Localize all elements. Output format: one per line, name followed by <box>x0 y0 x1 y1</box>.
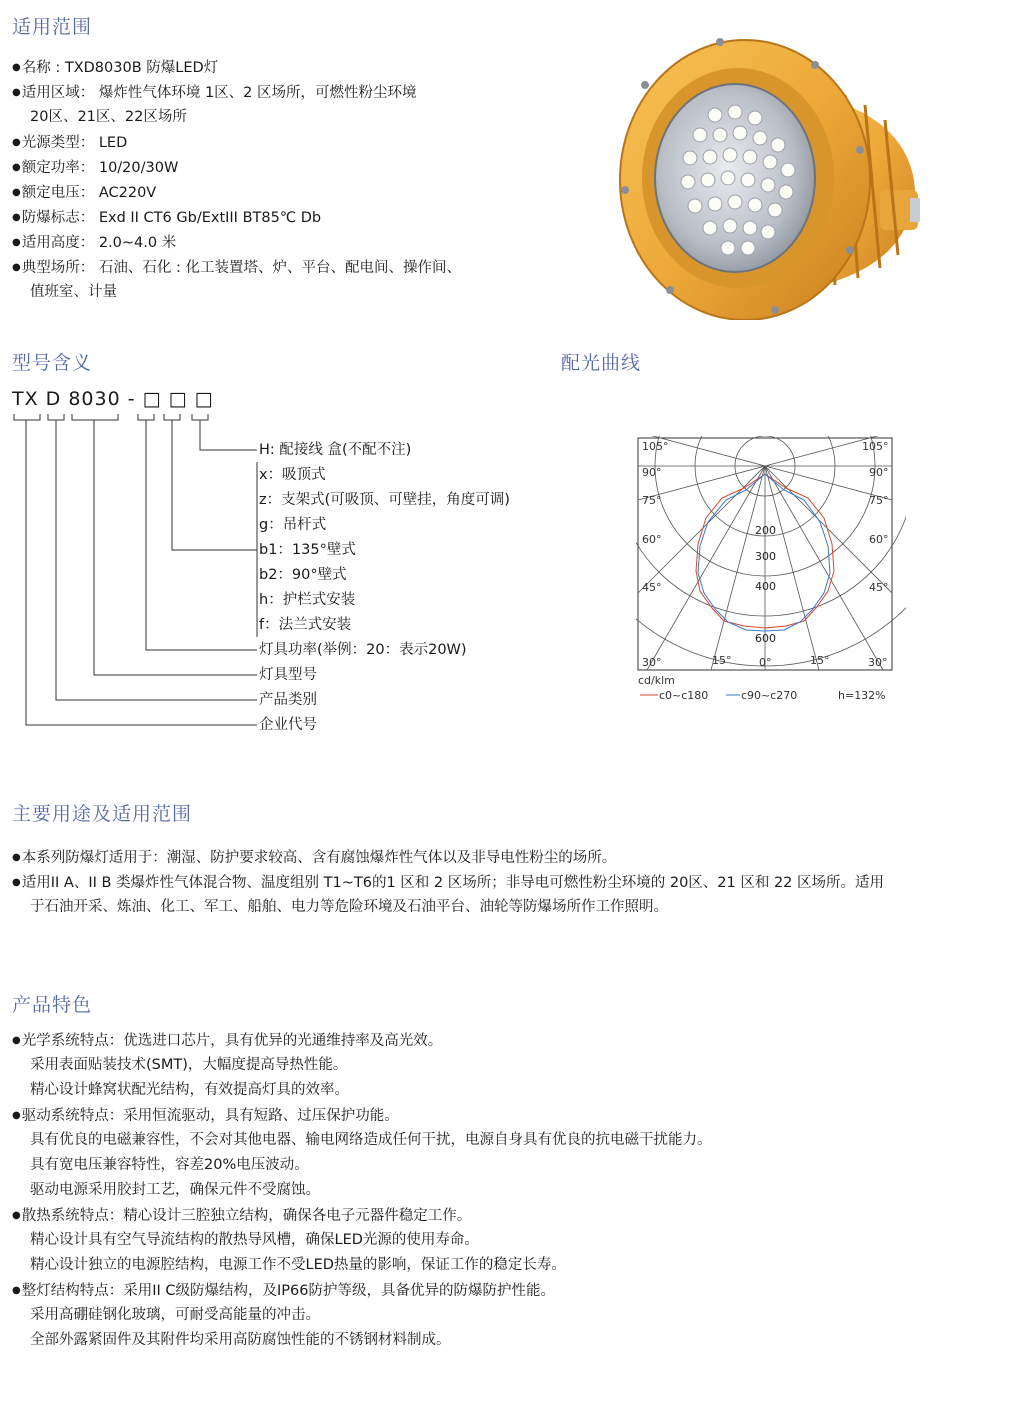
line-text: 灯具型号 <box>259 667 317 683</box>
legend-label-c0-c180: c0~c180 <box>659 689 709 702</box>
line-text: 精心设计具有空气导流结构的散热导风槽，确保LED光源的使用寿命。 <box>30 1232 479 1248</box>
angle-label-bottom-15-right: 15° <box>810 654 830 667</box>
light-curve-heading: 配光曲线 <box>561 352 642 374</box>
legend-label-c90-c270: c90~c270 <box>741 689 798 702</box>
line-text: 适用区域： 爆炸性气体环境 1区、2 区场所，可燃性粉尘环境 <box>21 85 417 101</box>
feature-lines-item <box>12 1328 712 1353</box>
line-text: h：护栏式安装 <box>259 592 356 608</box>
model-legend-item <box>259 463 510 488</box>
angle-label-left-30: 30° <box>642 656 662 669</box>
usage-heading: 主要用途及适用范围 <box>12 803 193 825</box>
radial-value-300: 300 <box>755 550 776 563</box>
feature-lines-item <box>12 1278 712 1303</box>
bullet-icon: ● <box>12 1210 21 1221</box>
connector-category <box>56 420 257 700</box>
line-text: 值班室、计量 <box>30 284 117 300</box>
feature-lines-item <box>12 1053 712 1078</box>
angle-label-right-60: 60° <box>869 533 889 546</box>
feature-lines-item <box>12 1028 712 1053</box>
model-legend-item <box>259 663 510 688</box>
line-text: 20区、21区、22区场所 <box>30 109 187 125</box>
bullet-icon: ● <box>12 87 21 98</box>
connector-company <box>26 420 257 725</box>
bullet-icon: ● <box>12 1285 21 1296</box>
lamp-lens <box>655 84 815 272</box>
model-legend-item <box>259 713 510 738</box>
line-text: 适用高度： 2.0~4.0 米 <box>21 235 177 251</box>
line-text: 驱动系统特点：采用恒流驱动，具有短路、过压保护功能。 <box>21 1108 399 1124</box>
line-text: f：法兰式安装 <box>259 617 352 633</box>
line-text: 全部外露紧固件及其附件均采用高防腐蚀性能的不锈钢材料制成。 <box>30 1332 451 1348</box>
line-text: 产品类别 <box>259 692 317 708</box>
bullet-icon: ● <box>12 1110 21 1121</box>
line-text: 灯具功率(举例：20：表示20W) <box>259 642 467 658</box>
usage-lines-item <box>12 870 884 895</box>
line-text: 适用II A、II B 类爆炸性气体混合物、温度组别 T1~T6的1 区和 2 区场所；非导电可燃性粉尘环境的 20区、21 区和 22 区场所。适用 <box>21 875 885 891</box>
model-legend-item <box>259 688 510 713</box>
feature-lines-item <box>12 1178 712 1203</box>
model-heading: 型号含义 <box>12 352 93 374</box>
line-text: b2：90°壁式 <box>259 567 347 583</box>
feature-lines-item <box>12 1228 712 1253</box>
line-text: 于石油开采、炼油、化工、军工、船舶、电力等危险环境及石油平台、油轮等防爆场所作工作照明。 <box>30 899 668 915</box>
bullet-icon: ● <box>12 237 21 248</box>
scope-heading: 适用范围 <box>12 16 93 38</box>
bullet-icon: ● <box>12 877 21 888</box>
bracket-8030 <box>72 414 118 420</box>
feature-lines-item <box>12 1253 712 1278</box>
bullet-icon: ● <box>12 262 21 273</box>
bullet-icon: ● <box>12 852 21 863</box>
model-legend-list <box>259 438 510 738</box>
model-legend-item <box>259 638 510 663</box>
line-text: 防爆标志： Exd II CT6 Gb/ExtIII BT85℃ Db <box>21 210 322 226</box>
bracket-box2 <box>164 414 180 420</box>
bullet-icon: ● <box>12 162 21 173</box>
line-text: 典型场所： 石油、石化 : 化工装置塔、炉、平台、配电间、操作间、 <box>21 260 461 276</box>
usage-list <box>12 845 884 920</box>
angle-label-left-75: 75° <box>642 494 662 507</box>
angle-label-right-90: 90° <box>869 466 889 479</box>
angle-label-bottom-0: 0° <box>759 656 772 669</box>
line-text: 驱动电源采用胶封工艺，确保元件不受腐蚀。 <box>30 1182 320 1198</box>
angle-label-left-90: 90° <box>642 466 662 479</box>
model-legend-item <box>259 588 510 613</box>
bracket-box1 <box>138 414 154 420</box>
line-text: b1：135°壁式 <box>259 542 356 558</box>
feature-lines-item <box>12 1153 712 1178</box>
bracket-d <box>48 414 64 420</box>
line-text: 整灯结构特点：采用II C级防爆结构，及IP66防护等级，具备优异的防爆防护性能。 <box>21 1283 555 1299</box>
model-legend-item <box>259 613 510 638</box>
angle-label-left-45: 45° <box>642 581 662 594</box>
radial-value-200: 200 <box>755 524 776 537</box>
bullet-icon: ● <box>12 1035 21 1046</box>
line-text: z：支架式(可吸顶、可壁挂，角度可调) <box>259 492 510 508</box>
angle-label-left-60: 60° <box>642 533 662 546</box>
line-text: 具有宽电压兼容特性，容差20%电压波动。 <box>30 1157 309 1173</box>
line-text: H: 配接线 盒(不配不注) <box>259 442 412 458</box>
feature-list <box>12 1028 712 1353</box>
line-text: 光源类型： LED <box>21 135 128 151</box>
efficiency-label: h=132% <box>838 689 886 702</box>
connector-model <box>94 420 257 675</box>
line-text: 具有优良的电磁兼容性，不会对其他电器、输电网络造成任何干扰，电源自身具有优良的抗电磁干扰能力。 <box>30 1132 712 1148</box>
line-text: 散热系统特点：精心设计三腔独立结构，确保各电子元器件稳定工作。 <box>21 1208 472 1224</box>
bullet-icon: ● <box>12 137 21 148</box>
model-legend-item <box>259 488 510 513</box>
radial-value-600: 600 <box>755 632 776 645</box>
line-text: 采用表面贴装技术(SMT)，大幅度提高导热性能。 <box>30 1057 348 1073</box>
bracket-box3 <box>192 414 208 420</box>
angle-label-right-45: 45° <box>869 581 889 594</box>
usage-lines-item <box>12 895 884 920</box>
line-text: 精心设计蜂窝状配光结构，有效提高灯具的效率。 <box>30 1082 349 1098</box>
angle-label-bottom-15-left: 15° <box>712 654 732 667</box>
line-text: 额定电压： AC220V <box>21 185 157 201</box>
bracket-tx <box>14 414 40 420</box>
model-code: TX D 8030 - □ □ □ <box>12 388 214 410</box>
line-text: 名称 : TXD8030B 防爆LED灯 <box>21 60 219 76</box>
line-text: x：吸顶式 <box>259 467 326 483</box>
radial-value-400: 400 <box>755 580 776 593</box>
line-text: 企业代号 <box>259 717 317 733</box>
model-legend-item <box>259 513 510 538</box>
features-heading: 产品特色 <box>12 994 93 1016</box>
usage-lines-item <box>12 845 884 870</box>
bullet-icon: ● <box>12 212 21 223</box>
line-text: 采用高硼硅钢化玻璃，可耐受高能量的冲击。 <box>30 1307 320 1323</box>
model-legend-item <box>259 563 510 588</box>
connector-h <box>200 420 257 450</box>
line-text: 本系列防爆灯适用于：潮湿、防护要求较高、含有腐蚀爆炸性气体以及非导电性粉尘的场所。 <box>21 850 617 866</box>
angle-label-top-left: 105° <box>642 440 669 453</box>
angle-label-right-75: 75° <box>869 494 889 507</box>
line-text: g：吊杆式 <box>259 517 327 533</box>
bullet-icon: ● <box>12 187 21 198</box>
feature-lines-item <box>12 1128 712 1153</box>
line-text: 精心设计独立的电源腔结构，电源工作不受LED热量的影响，保证工作的稳定长寿。 <box>30 1257 566 1273</box>
polar-unit-label: cd/klm <box>638 674 675 687</box>
connector-b <box>172 420 257 550</box>
bullet-icon: ● <box>12 62 21 73</box>
angle-label-top-right: 105° <box>862 440 889 453</box>
model-legend-item <box>259 438 510 463</box>
model-legend-item <box>259 538 510 563</box>
line-text: 额定功率： 10/20/30W <box>21 160 179 176</box>
explosion-proof-lamp-image <box>610 20 940 320</box>
angle-label-right-30: 30° <box>868 656 888 669</box>
feature-lines-item <box>12 1303 712 1328</box>
connector-power <box>146 420 257 650</box>
feature-lines-item <box>12 1103 712 1128</box>
light-distribution-polar-chart <box>636 436 906 706</box>
line-text: 光学系统特点：优选进口芯片，具有优异的光通维持率及高光效。 <box>21 1033 443 1049</box>
feature-lines-item <box>12 1078 712 1103</box>
feature-lines-item <box>12 1203 712 1228</box>
